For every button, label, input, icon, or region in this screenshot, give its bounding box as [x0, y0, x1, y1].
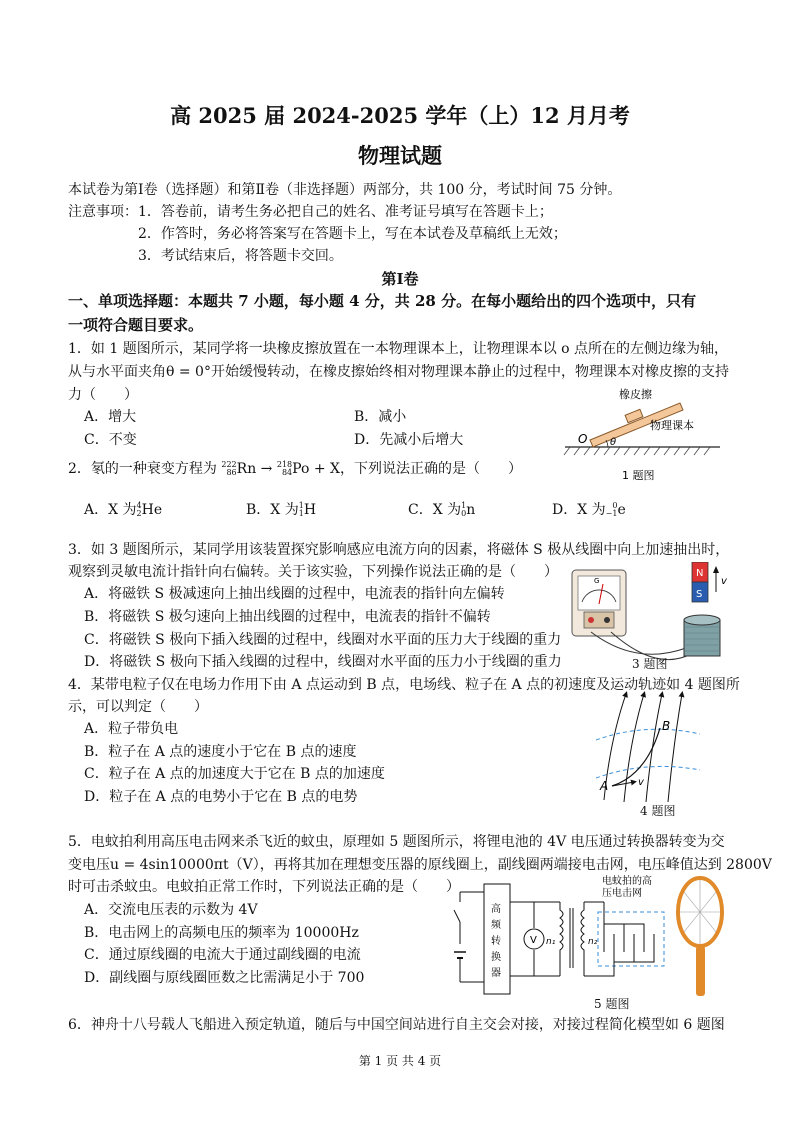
q3-option-c: C．将磁铁 S 极向下插入线圈的过程中，线圈对水平面的压力大于线圈的重力: [84, 632, 562, 648]
svg-text:v: v: [638, 777, 644, 788]
q5-option-d: D．副线圈与原线圈匝数之比需满足小于 700: [84, 970, 365, 986]
svg-text:n₁: n₁: [546, 937, 556, 947]
q4-option-d: D．粒子在 A 点的电势小于它在 B 点的电势: [84, 789, 358, 805]
q4-option-a: A．粒子带负电: [84, 721, 179, 737]
q3-option-a: A．将磁铁 S 极减速向上抽出线圈的过程中，电流表的指针向左偏转: [84, 586, 505, 602]
q3-stem-line2: 观察到灵敏电流计指针向右偏转。关于该实验，下列操作说法正确的是（ ）: [68, 564, 558, 580]
theta-label: θ: [610, 437, 617, 448]
q3-stem-line1: 3．如 3 题图所示，某同学用该装置探究影响感应电流方向的因素，将磁体 S 极从线圈中向上加速抽出时，: [68, 542, 730, 558]
svg-text:G: G: [594, 577, 600, 585]
svg-text:S: S: [696, 589, 703, 600]
q1-option-c: C．不变: [84, 432, 137, 448]
q1-option-b: B．减小: [354, 409, 407, 425]
q6-stem-line1: 6．神舟十八号载人飞船进入预定轨道，随后与中国空间站进行自主交会对接，对接过程简化模型如 6 题图: [68, 1017, 725, 1033]
part1-heading-line2: 一项符合题目要求。: [68, 316, 204, 334]
q4-stem-line2: 示，可以判定（ ）: [68, 699, 208, 715]
q5-stem-line3: 时可击杀蚊虫。电蚊拍正常工作时，下列说法正确的是（ ）: [68, 879, 460, 895]
q5-option-a: A．交流电压表的示数为 4V: [84, 902, 258, 918]
svg-text:器: 器: [491, 968, 501, 979]
exam-title: 高 2025 届 2024-2025 学年（上）12 月月考: [170, 103, 630, 128]
section-title: 第Ⅰ卷: [381, 270, 419, 288]
q3-option-b: B．将磁铁 S 极匀速向上抽出线圈的过程中，电流表的指针不偏转: [84, 609, 491, 625]
notice-1: 1．答卷前，请考生务必把自己的姓名、准考证号填写在答题卡上；: [138, 204, 553, 220]
field-line-3: [646, 694, 662, 802]
q5-figure: [448, 872, 728, 1012]
svg-text:B: B: [662, 719, 671, 733]
q5-option-c: C．通过原线圈的电流大于通过副线圈的电流: [84, 947, 361, 963]
notice-label: 注意事项：: [68, 204, 138, 220]
part1-heading-line1: 一、单项选择题：本题共 7 小题，每小题 4 分，共 28 分。在每小题给出的四个选项中，只有: [68, 292, 697, 310]
q3-option-d: D．将磁铁 S 极向下插入线圈的过程中，线圈对水平面的压力小于线圈的重力: [84, 654, 562, 670]
q5-option-b: B．电击网上的高频电压的频率为 10000Hz: [84, 925, 359, 941]
q2-option-a: A．X 为4 2He: [84, 501, 163, 518]
svg-text:压电击网: 压电击网: [602, 888, 642, 899]
equipotential-1: [596, 729, 700, 740]
q5-stem-line2: 变电压u = 4sin10000πt（V），再将其加在理想变压器的原线圈上，副线圈两端接电击网，电压峰值达到 2800V: [68, 857, 772, 873]
q1-option-a: A．增大: [84, 409, 137, 425]
q1-figure-caption: 1 题图: [622, 469, 655, 482]
svg-text:电蚊拍的高: 电蚊拍的高: [602, 876, 652, 887]
q4-option-b: B．粒子在 A 点的速度小于它在 B 点的速度: [84, 744, 357, 760]
subject-title: 物理试题: [358, 143, 442, 168]
eraser-label: 橡皮擦: [619, 388, 652, 401]
q5-stem-line1: 5．电蚊拍利用高压电击网来杀飞近的蚊虫，原理如 5 题图所示，将锂电池的 4V 电压通过转换器转变为交: [68, 834, 725, 850]
notice-3: 3．考试结束后，将答题卡交回。: [138, 248, 343, 264]
q1-option-d: D．先减小后增大: [354, 432, 464, 448]
equipotential-2: [596, 766, 700, 778]
notice-2: 2．作答时，务必将答案写在答题卡上，写在本试卷及草稿纸上无效；: [138, 226, 567, 242]
q1-stem-line3: 力（ ）: [68, 387, 138, 403]
q4-figure: [596, 690, 706, 820]
svg-text:转: 转: [491, 936, 501, 947]
q2-stem: 2．氡的一种衰变方程为 222 86Rn → 218 84Po + X，下列说法正确的是（ ）: [68, 460, 523, 477]
q3-figure-caption: 3 题图: [632, 657, 668, 671]
exam-intro: 本试卷为第Ⅰ卷（选择题）和第Ⅱ卷（非选择题）两部分，共 100 分，考试时间 75 分钟。: [68, 182, 622, 198]
q2-option-d: D．X 为 0 −1e: [552, 501, 626, 518]
q1-stem-line2: 从与水平面夹角θ = 0°开始缓慢转动，在橡皮擦始终相对物理课本静止的过程中，物理课本对橡皮擦的支持: [68, 364, 729, 380]
svg-text:V: V: [530, 935, 537, 946]
svg-text:高: 高: [491, 904, 501, 915]
racket-handle: [696, 946, 705, 996]
svg-text:A: A: [600, 779, 609, 793]
q1-stem-line1: 1．如 1 题图所示，某同学将一块橡皮擦放置在一本物理课本上，让物理课本以 o 点所在的左侧边缘为轴，: [68, 341, 729, 357]
page-number: 第 1 页 共 4 页: [358, 1054, 442, 1068]
svg-text:N: N: [696, 568, 704, 579]
svg-text:v: v: [721, 576, 727, 587]
q1-figure: [560, 385, 730, 485]
o-point-label: O: [578, 432, 588, 446]
q4-option-c: C．粒子在 A 点的加速度大于它在 B 点的加速度: [84, 766, 385, 782]
svg-text:n₂: n₂: [588, 937, 598, 947]
field-line-4: [668, 694, 682, 802]
q2-option-c: C．X 为1 0n: [408, 501, 476, 518]
q5-figure-caption: 5 题图: [594, 997, 630, 1011]
trajectory: [612, 728, 660, 786]
q4-stem-line1: 4．某带电粒子仅在电场力作用下由 A 点运动到 B 点，电场线、粒子在 A 点的初速度及运动轨迹如 4 题图所: [68, 677, 740, 693]
q4-figure-caption: 4 题图: [640, 804, 676, 818]
svg-text:换: 换: [491, 952, 501, 963]
q2-option-b: B．X 为1 1H: [246, 501, 317, 518]
svg-text:频: 频: [491, 920, 501, 931]
book-label: 物理课本: [650, 419, 694, 432]
